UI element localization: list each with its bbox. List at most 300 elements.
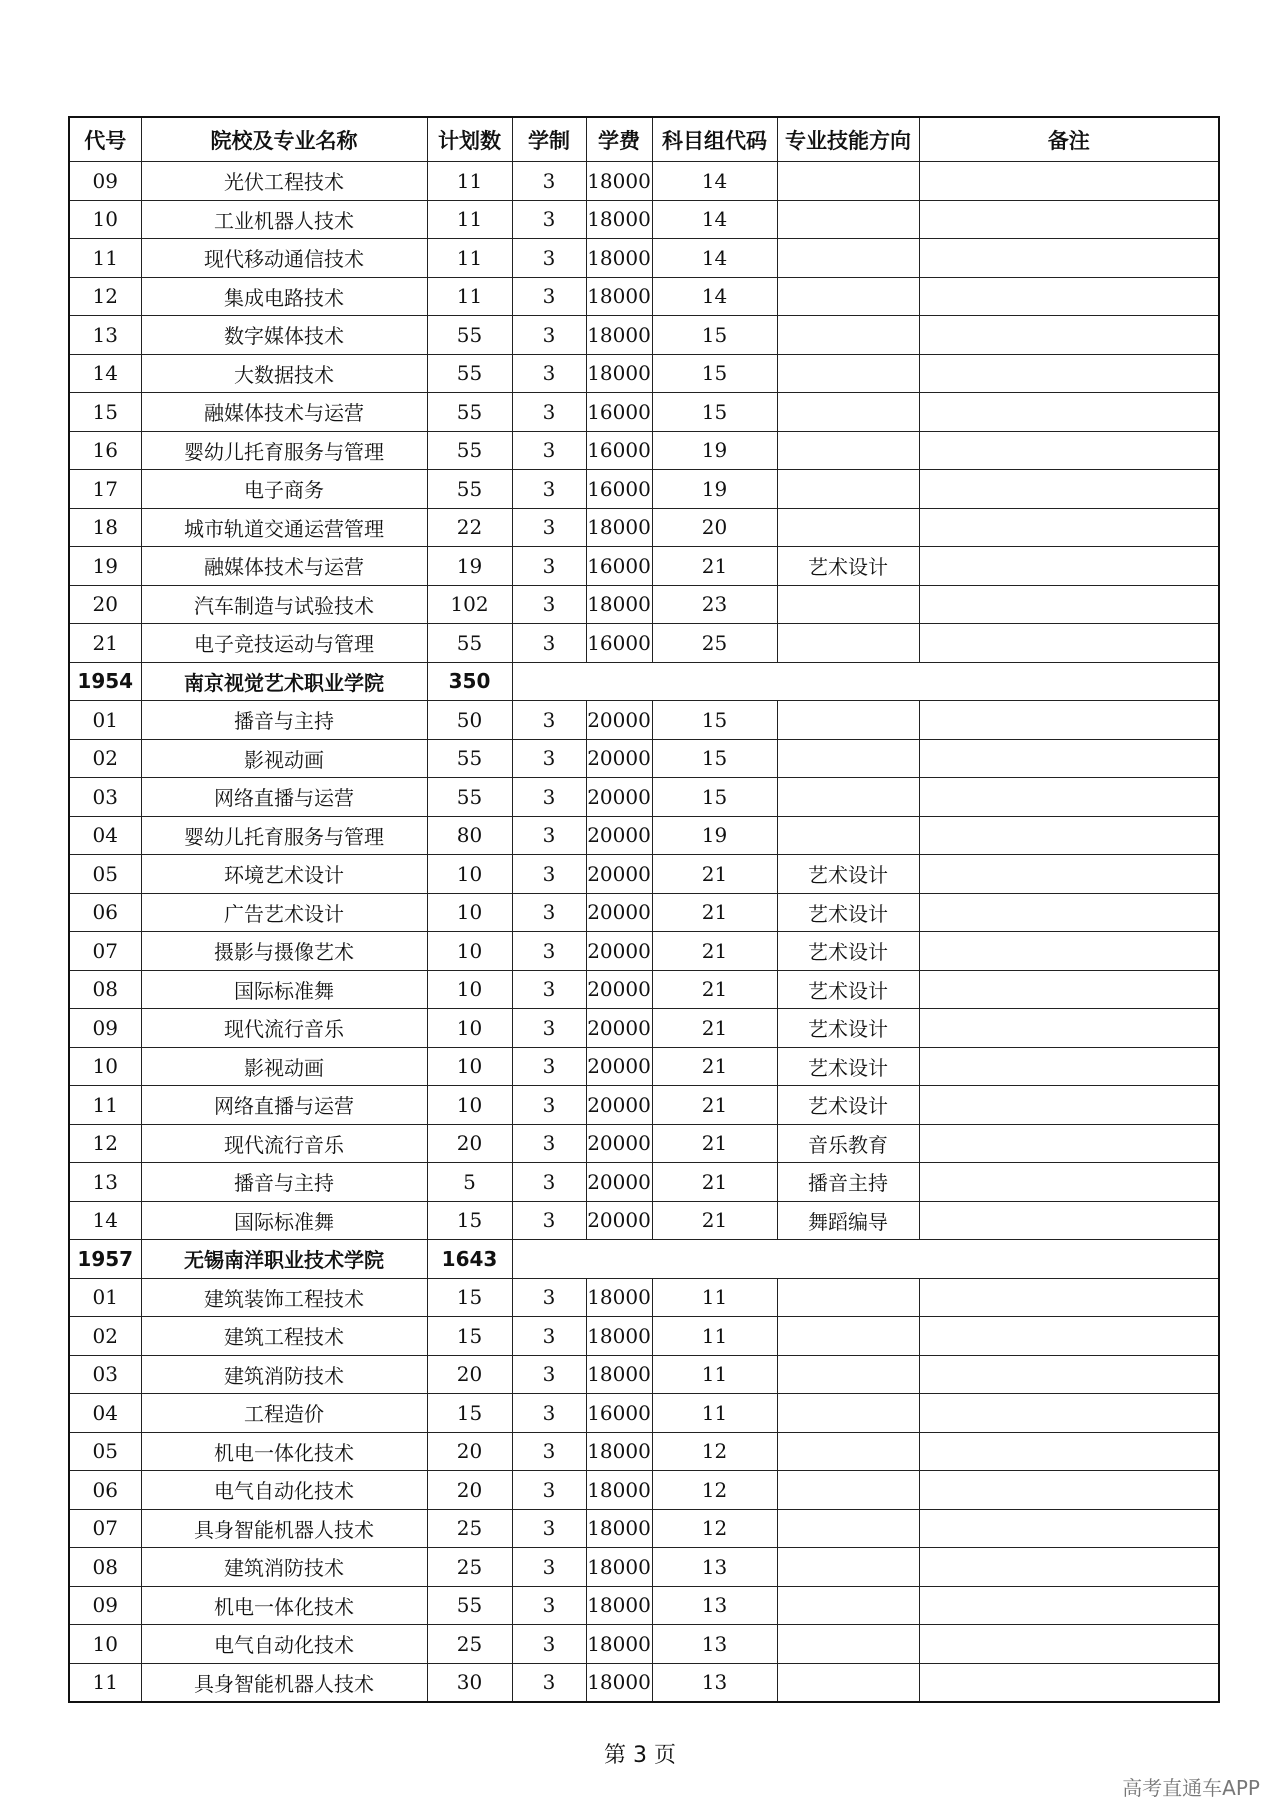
duration: 3: [512, 1317, 586, 1356]
duration: 3: [512, 1086, 586, 1125]
table-row: [69, 200, 1219, 239]
table-row: [69, 547, 1219, 586]
major-code: 01: [69, 1278, 141, 1317]
duration: 3: [512, 855, 586, 894]
major-name: 电子竞技运动与管理: [141, 624, 427, 663]
table-row: [69, 508, 1219, 547]
skill-direction: 艺术设计: [777, 970, 919, 1009]
remarks: [919, 1163, 1219, 1202]
skill-direction: 艺术设计: [777, 1009, 919, 1048]
tuition: 18000: [586, 1471, 652, 1510]
table-row: [69, 1509, 1219, 1548]
duration: 3: [512, 1355, 586, 1394]
major-code: 16: [69, 431, 141, 470]
duration: 3: [512, 239, 586, 278]
institution-row: [69, 662, 1219, 701]
remarks: [919, 431, 1219, 470]
remarks: [919, 739, 1219, 778]
remarks: [919, 1432, 1219, 1471]
plan-count: 20: [427, 1432, 512, 1471]
tuition: 18000: [586, 1355, 652, 1394]
remarks: [919, 1586, 1219, 1625]
plan-count: 30: [427, 1663, 512, 1702]
institution-plan-total: 350: [427, 662, 512, 701]
duration: 3: [512, 1432, 586, 1471]
major-name: 环境艺术设计: [141, 855, 427, 894]
major-name: 现代流行音乐: [141, 1124, 427, 1163]
skill-direction: [777, 1586, 919, 1625]
tuition: 20000: [586, 701, 652, 740]
subject-group-code: 11: [652, 1355, 777, 1394]
remarks: [919, 1317, 1219, 1356]
remarks: [919, 1278, 1219, 1317]
tuition: 20000: [586, 1163, 652, 1202]
table-body: [69, 162, 1219, 1703]
remarks: [919, 855, 1219, 894]
header-code: 代号: [69, 117, 141, 162]
plan-count: 5: [427, 1163, 512, 1202]
subject-group-code: 14: [652, 239, 777, 278]
major-code: 11: [69, 239, 141, 278]
duration: 3: [512, 1124, 586, 1163]
tuition: 16000: [586, 1394, 652, 1433]
admission-plan-table: [68, 116, 1220, 1703]
major-code: 12: [69, 277, 141, 316]
duration: 3: [512, 1163, 586, 1202]
subject-group-code: 25: [652, 624, 777, 663]
plan-count: 15: [427, 1394, 512, 1433]
remarks: [919, 585, 1219, 624]
major-name: 城市轨道交通运营管理: [141, 508, 427, 547]
tuition: 18000: [586, 162, 652, 201]
remarks: [919, 1124, 1219, 1163]
subject-group-code: 14: [652, 277, 777, 316]
skill-direction: 艺术设计: [777, 893, 919, 932]
skill-direction: [777, 162, 919, 201]
subject-group-code: 13: [652, 1586, 777, 1625]
major-code: 05: [69, 1432, 141, 1471]
duration: 3: [512, 739, 586, 778]
table-row: [69, 970, 1219, 1009]
tuition: 18000: [586, 1278, 652, 1317]
tuition: 20000: [586, 778, 652, 817]
tuition: 20000: [586, 1086, 652, 1125]
tuition: 16000: [586, 470, 652, 509]
subject-group-code: 21: [652, 1086, 777, 1125]
major-name: 网络直播与运营: [141, 1086, 427, 1125]
duration: 3: [512, 1278, 586, 1317]
plan-count: 15: [427, 1317, 512, 1356]
tuition: 20000: [586, 816, 652, 855]
tuition: 20000: [586, 893, 652, 932]
skill-direction: [777, 316, 919, 355]
major-code: 07: [69, 1509, 141, 1548]
plan-count: 10: [427, 1086, 512, 1125]
remarks: [919, 1086, 1219, 1125]
skill-direction: 播音主持: [777, 1163, 919, 1202]
header-group: 科目组代码: [652, 117, 777, 162]
tuition: 20000: [586, 855, 652, 894]
table-row: [69, 316, 1219, 355]
major-name: 大数据技术: [141, 354, 427, 393]
major-name: 数字媒体技术: [141, 316, 427, 355]
subject-group-code: 12: [652, 1432, 777, 1471]
remarks: [919, 624, 1219, 663]
tuition: 18000: [586, 200, 652, 239]
table-row: [69, 1586, 1219, 1625]
plan-count: 11: [427, 277, 512, 316]
major-code: 11: [69, 1663, 141, 1702]
table-row: [69, 1355, 1219, 1394]
tuition: 16000: [586, 431, 652, 470]
subject-group-code: 13: [652, 1548, 777, 1587]
skill-direction: [777, 1663, 919, 1702]
major-code: 01: [69, 701, 141, 740]
skill-direction: [777, 470, 919, 509]
duration: 3: [512, 778, 586, 817]
major-code: 08: [69, 1548, 141, 1587]
plan-count: 10: [427, 932, 512, 971]
duration: 3: [512, 1047, 586, 1086]
major-code: 04: [69, 816, 141, 855]
table-row: [69, 277, 1219, 316]
remarks: [919, 1663, 1219, 1702]
remarks: [919, 1394, 1219, 1433]
tuition: 18000: [586, 1317, 652, 1356]
tuition: 18000: [586, 1663, 652, 1702]
subject-group-code: 19: [652, 470, 777, 509]
subject-group-code: 20: [652, 508, 777, 547]
skill-direction: [777, 739, 919, 778]
table-row: [69, 1625, 1219, 1664]
plan-count: 11: [427, 162, 512, 201]
skill-direction: 艺术设计: [777, 855, 919, 894]
major-name: 融媒体技术与运营: [141, 393, 427, 432]
table-row: [69, 816, 1219, 855]
table-row: [69, 1663, 1219, 1702]
plan-count: 10: [427, 893, 512, 932]
tuition: 18000: [586, 316, 652, 355]
major-name: 影视动画: [141, 739, 427, 778]
remarks: [919, 1355, 1219, 1394]
major-code: 06: [69, 893, 141, 932]
header-years: 学制: [512, 117, 586, 162]
header-plan: 计划数: [427, 117, 512, 162]
plan-count: 20: [427, 1355, 512, 1394]
skill-direction: [777, 624, 919, 663]
tuition: 18000: [586, 239, 652, 278]
tuition: 18000: [586, 1586, 652, 1625]
table-row: [69, 585, 1219, 624]
major-name: 具身智能机器人技术: [141, 1509, 427, 1548]
skill-direction: [777, 431, 919, 470]
subject-group-code: 21: [652, 1163, 777, 1202]
plan-count: 25: [427, 1625, 512, 1664]
institution-name: 无锡南洋职业技术学院: [141, 1240, 427, 1279]
major-name: 汽车制造与试验技术: [141, 585, 427, 624]
duration: 3: [512, 393, 586, 432]
tuition: 20000: [586, 1124, 652, 1163]
remarks: [919, 1471, 1219, 1510]
major-name: 电气自动化技术: [141, 1625, 427, 1664]
duration: 3: [512, 1009, 586, 1048]
duration: 3: [512, 1548, 586, 1587]
duration: 3: [512, 970, 586, 1009]
major-code: 10: [69, 1625, 141, 1664]
major-name: 电子商务: [141, 470, 427, 509]
subject-group-code: 14: [652, 162, 777, 201]
duration: 3: [512, 162, 586, 201]
institution-name: 南京视觉艺术职业学院: [141, 662, 427, 701]
table-row: [69, 624, 1219, 663]
remarks: [919, 816, 1219, 855]
major-name: 机电一体化技术: [141, 1432, 427, 1471]
header-name: 院校及专业名称: [141, 117, 427, 162]
table-row: [69, 1471, 1219, 1510]
subject-group-code: 21: [652, 932, 777, 971]
major-code: 13: [69, 1163, 141, 1202]
subject-group-code: 21: [652, 893, 777, 932]
duration: 3: [512, 1394, 586, 1433]
skill-direction: [777, 200, 919, 239]
major-code: 21: [69, 624, 141, 663]
skill-direction: [777, 277, 919, 316]
skill-direction: [777, 1317, 919, 1356]
duration: 3: [512, 1471, 586, 1510]
subject-group-code: 14: [652, 200, 777, 239]
tuition: 20000: [586, 1009, 652, 1048]
major-name: 建筑装饰工程技术: [141, 1278, 427, 1317]
duration: 3: [512, 431, 586, 470]
plan-count: 11: [427, 200, 512, 239]
tuition: 20000: [586, 932, 652, 971]
table-row: [69, 1317, 1219, 1356]
table-row: [69, 1394, 1219, 1433]
subject-group-code: 23: [652, 585, 777, 624]
table-row: [69, 1432, 1219, 1471]
plan-count: 11: [427, 239, 512, 278]
table-row: [69, 1201, 1219, 1240]
subject-group-code: 15: [652, 739, 777, 778]
plan-count: 55: [427, 431, 512, 470]
major-name: 工程造价: [141, 1394, 427, 1433]
skill-direction: [777, 816, 919, 855]
duration: 3: [512, 1586, 586, 1625]
tuition: 18000: [586, 585, 652, 624]
major-name: 婴幼儿托育服务与管理: [141, 431, 427, 470]
table-row: [69, 893, 1219, 932]
skill-direction: 艺术设计: [777, 932, 919, 971]
table-row: [69, 1163, 1219, 1202]
skill-direction: 艺术设计: [777, 1047, 919, 1086]
major-code: 08: [69, 970, 141, 1009]
major-name: 机电一体化技术: [141, 1586, 427, 1625]
major-name: 集成电路技术: [141, 277, 427, 316]
subject-group-code: 13: [652, 1663, 777, 1702]
table-row: [69, 470, 1219, 509]
major-name: 影视动画: [141, 1047, 427, 1086]
skill-direction: [777, 1625, 919, 1664]
remarks: [919, 893, 1219, 932]
table-row: [69, 932, 1219, 971]
major-code: 10: [69, 200, 141, 239]
remarks: [919, 508, 1219, 547]
major-code: 13: [69, 316, 141, 355]
plan-count: 55: [427, 1586, 512, 1625]
plan-count: 19: [427, 547, 512, 586]
plan-count: 20: [427, 1124, 512, 1163]
institution-blank: [512, 662, 1219, 701]
tuition: 18000: [586, 354, 652, 393]
major-code: 02: [69, 1317, 141, 1356]
subject-group-code: 15: [652, 778, 777, 817]
major-name: 建筑消防技术: [141, 1355, 427, 1394]
remarks: [919, 1047, 1219, 1086]
tuition: 20000: [586, 739, 652, 778]
remarks: [919, 316, 1219, 355]
major-name: 建筑消防技术: [141, 1548, 427, 1587]
major-code: 17: [69, 470, 141, 509]
tuition: 20000: [586, 970, 652, 1009]
duration: 3: [512, 1625, 586, 1664]
major-code: 11: [69, 1086, 141, 1125]
remarks: [919, 162, 1219, 201]
skill-direction: [777, 354, 919, 393]
major-code: 12: [69, 1124, 141, 1163]
tuition: 18000: [586, 277, 652, 316]
subject-group-code: 19: [652, 816, 777, 855]
plan-count: 10: [427, 970, 512, 1009]
duration: 3: [512, 547, 586, 586]
table-row: [69, 239, 1219, 278]
plan-count: 55: [427, 739, 512, 778]
header-skill: 专业技能方向: [777, 117, 919, 162]
major-code: 05: [69, 855, 141, 894]
major-name: 具身智能机器人技术: [141, 1663, 427, 1702]
tuition: 18000: [586, 1432, 652, 1471]
duration: 3: [512, 277, 586, 316]
plan-count: 22: [427, 508, 512, 547]
major-code: 09: [69, 1586, 141, 1625]
skill-direction: 艺术设计: [777, 547, 919, 586]
subject-group-code: 21: [652, 1047, 777, 1086]
major-code: 06: [69, 1471, 141, 1510]
major-name: 广告艺术设计: [141, 893, 427, 932]
page-number: 第 3 页: [604, 1743, 676, 1768]
plan-count: 10: [427, 1009, 512, 1048]
duration: 3: [512, 932, 586, 971]
subject-group-code: 21: [652, 547, 777, 586]
skill-direction: [777, 508, 919, 547]
table-row: [69, 1047, 1219, 1086]
institution-code: 1954: [69, 662, 141, 701]
major-name: 电气自动化技术: [141, 1471, 427, 1510]
major-name: 融媒体技术与运营: [141, 547, 427, 586]
plan-count: 80: [427, 816, 512, 855]
subject-group-code: 21: [652, 1201, 777, 1240]
table-row: [69, 739, 1219, 778]
tuition: 18000: [586, 1548, 652, 1587]
table-row: [69, 431, 1219, 470]
skill-direction: [777, 1548, 919, 1587]
duration: 3: [512, 585, 586, 624]
institution-blank: [512, 1240, 1219, 1279]
remarks: [919, 1009, 1219, 1048]
duration: 3: [512, 200, 586, 239]
skill-direction: [777, 778, 919, 817]
tuition: 16000: [586, 547, 652, 586]
skill-direction: [777, 1471, 919, 1510]
plan-count: 15: [427, 1278, 512, 1317]
skill-direction: [777, 1278, 919, 1317]
major-name: 播音与主持: [141, 701, 427, 740]
table-row: [69, 1009, 1219, 1048]
table-row: [69, 1124, 1219, 1163]
major-code: 15: [69, 393, 141, 432]
skill-direction: [777, 1509, 919, 1548]
remarks: [919, 970, 1219, 1009]
skill-direction: [777, 239, 919, 278]
major-code: 14: [69, 354, 141, 393]
major-name: 现代流行音乐: [141, 1009, 427, 1048]
plan-count: 55: [427, 316, 512, 355]
skill-direction: 舞蹈编导: [777, 1201, 919, 1240]
subject-group-code: 12: [652, 1509, 777, 1548]
table-row: [69, 1086, 1219, 1125]
plan-count: 25: [427, 1509, 512, 1548]
skill-direction: 音乐教育: [777, 1124, 919, 1163]
subject-group-code: 21: [652, 1124, 777, 1163]
table-row: [69, 354, 1219, 393]
duration: 3: [512, 354, 586, 393]
major-name: 建筑工程技术: [141, 1317, 427, 1356]
remarks: [919, 701, 1219, 740]
major-code: 14: [69, 1201, 141, 1240]
remarks: [919, 200, 1219, 239]
subject-group-code: 15: [652, 701, 777, 740]
duration: 3: [512, 508, 586, 547]
tuition: 16000: [586, 624, 652, 663]
table-row: [69, 1548, 1219, 1587]
major-name: 婴幼儿托育服务与管理: [141, 816, 427, 855]
major-code: 03: [69, 778, 141, 817]
major-code: 09: [69, 162, 141, 201]
remarks: [919, 1548, 1219, 1587]
major-code: 19: [69, 547, 141, 586]
major-name: 工业机器人技术: [141, 200, 427, 239]
skill-direction: [777, 1432, 919, 1471]
subject-group-code: 15: [652, 393, 777, 432]
institution-row: [69, 1240, 1219, 1279]
tuition: 16000: [586, 393, 652, 432]
plan-count: 55: [427, 778, 512, 817]
subject-group-code: 21: [652, 1009, 777, 1048]
skill-direction: [777, 701, 919, 740]
skill-direction: 艺术设计: [777, 1086, 919, 1125]
table-row: [69, 778, 1219, 817]
table-row: [69, 1278, 1219, 1317]
major-code: 20: [69, 585, 141, 624]
remarks: [919, 932, 1219, 971]
skill-direction: [777, 585, 919, 624]
plan-count: 10: [427, 855, 512, 894]
major-name: 播音与主持: [141, 1163, 427, 1202]
subject-group-code: 13: [652, 1625, 777, 1664]
skill-direction: [777, 1394, 919, 1433]
header-note: 备注: [919, 117, 1219, 162]
plan-count: 55: [427, 624, 512, 663]
plan-count: 55: [427, 470, 512, 509]
